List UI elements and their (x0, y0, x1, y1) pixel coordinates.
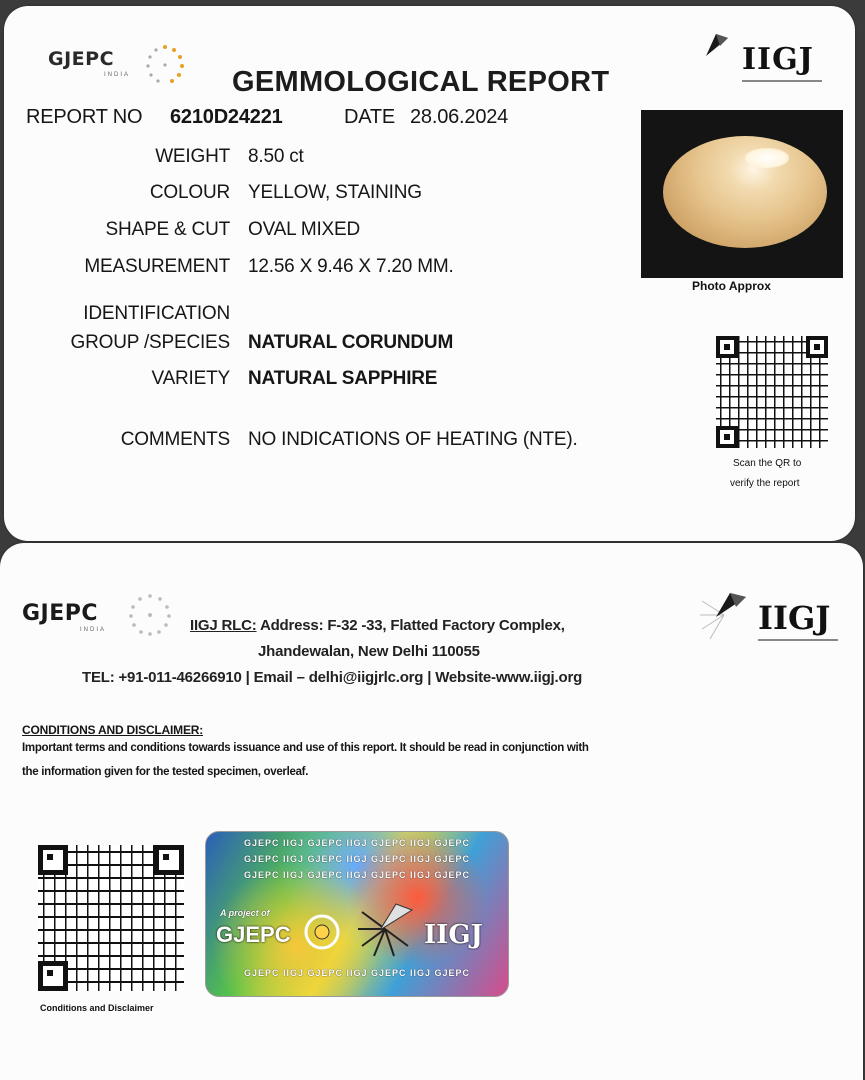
weight-value: 8.50 ct (248, 146, 304, 167)
conditions-qr-caption: Conditions and Disclaimer (40, 1003, 154, 1013)
conditions-title: CONDITIONS AND DISCLAIMER: (22, 723, 204, 737)
group-species-value: NATURAL CORUNDUM (248, 332, 454, 353)
address-prefix: IIGJ RLC: (190, 617, 257, 634)
hologram-gjepc-text: GJEPC (216, 922, 291, 947)
address-line-2: Jhandewalan, New Delhi 110055 (258, 643, 480, 660)
gjepc-back-sunburst-icon (126, 591, 174, 639)
report-no-value: 6210D24221 (170, 106, 283, 128)
variety-value: NATURAL SAPPHIRE (248, 368, 438, 389)
gjepc-logo (48, 42, 198, 92)
report-back-card (0, 543, 863, 1080)
iigj-back-underline (758, 639, 838, 641)
gjepc-sunburst-icon (142, 42, 188, 88)
contact-line: TEL: +91-011-46266910 | Email – delhi@iigjrlc.org | Website-www.iigj.org (82, 669, 583, 686)
comments-value: NO INDICATIONS OF HEATING (NTE). (248, 429, 578, 450)
gjepc-logo-back-text: GJEPC (22, 601, 99, 626)
hologram-project-text: A project of (220, 908, 270, 918)
variety-label: VARIETY (151, 368, 230, 389)
measurement-value: 12.56 X 9.46 X 7.20 MM. (248, 256, 454, 277)
iigj-back-logo-text: IIGJ (758, 599, 831, 637)
qr-caption-line-2: verify the report (730, 478, 800, 489)
shape-cut-value: OVAL MIXED (248, 219, 361, 240)
conditions-line-2: the information given for the tested specimen, overleaf. (22, 766, 309, 778)
colour-value: YELLOW, STAINING (248, 182, 422, 203)
report-front-card (4, 6, 855, 541)
date-value: 28.06.2024 (410, 106, 509, 128)
weight-label: WEIGHT (155, 146, 230, 167)
security-hologram (205, 831, 509, 997)
conditions-line-1: Important terms and conditions towards issuance and use of this report. It should be read in conjunction with (22, 742, 589, 754)
hologram-mandala-icon (302, 912, 342, 952)
hologram-text-row-bottom: GJEPC IIGJ GJEPC IIGJ GJEPC IIGJ GJEPC (243, 968, 471, 978)
address-text-1: Address: F-32 -33, Flatted Factory Complex, (256, 617, 565, 634)
measurement-label: MEASUREMENT (84, 256, 230, 277)
report-title: GEMMOLOGICAL REPORT (232, 66, 610, 98)
hologram-text-row-1: GJEPC IIGJ GJEPC IIGJ GJEPC IIGJ GJEPC (243, 838, 471, 848)
shape-cut-label: SHAPE & CUT (105, 219, 230, 240)
gjepc-logo-back (22, 597, 182, 647)
qr-caption-line-1: Scan the QR to (733, 458, 802, 469)
date-label: DATE (344, 106, 396, 128)
iigj-logo (702, 28, 832, 88)
colour-label: COLOUR (149, 182, 230, 203)
report-no-label: REPORT NO (26, 106, 143, 128)
sapphire-stone-image (663, 136, 827, 248)
hologram-text-row-3: GJEPC IIGJ GJEPC IIGJ GJEPC IIGJ GJEPC (243, 870, 471, 880)
gem-photo (641, 110, 843, 278)
gjepc-logo-sub: INDIA (104, 72, 131, 78)
photo-caption: Photo Approx (692, 279, 771, 293)
iigj-logo-underline (742, 80, 822, 82)
address-line-1 (190, 617, 565, 634)
iigj-back-diamond-icon (696, 587, 752, 643)
group-species-label: GROUP /SPECIES (70, 332, 230, 353)
gjepc-logo-text: GJEPC (48, 48, 115, 70)
iigj-diamond-icon (702, 32, 732, 58)
hologram-iigj-text: IIGJ (424, 920, 483, 950)
gjepc-logo-back-sub: INDIA (80, 627, 107, 633)
iigj-logo-back (696, 585, 846, 645)
conditions-qr-code[interactable] (38, 845, 184, 991)
verify-qr-code[interactable] (716, 336, 828, 448)
comments-label: COMMENTS (120, 429, 230, 450)
hologram-text-row-2: GJEPC IIGJ GJEPC IIGJ GJEPC IIGJ GJEPC (243, 854, 471, 864)
identification-label: IDENTIFICATION (83, 303, 230, 324)
hologram-diamond-burst-icon (354, 898, 416, 960)
iigj-logo-text: IIGJ (742, 42, 814, 77)
